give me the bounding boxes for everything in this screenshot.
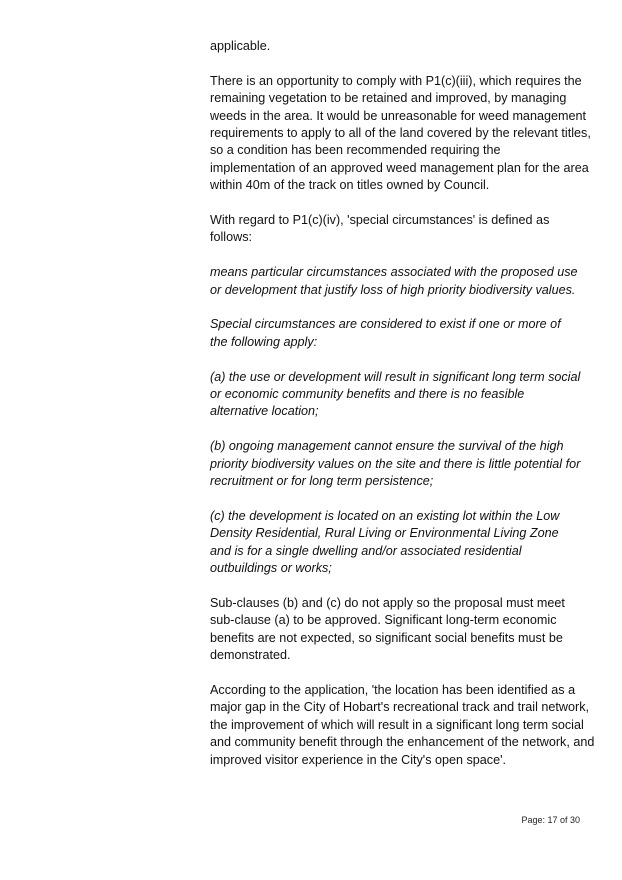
- text-line: implementation of an approved weed management plan for the area: [210, 160, 589, 175]
- body-paragraph: [210, 38, 584, 55]
- text-line: outbuildings or works;: [210, 561, 332, 576]
- text-line: and is for a single dwelling and/or associated residential: [210, 543, 522, 558]
- body-paragraph: [210, 682, 595, 769]
- text-line: Special circumstances are considered to exist if one or more of: [210, 317, 561, 332]
- text-line: or development that justify loss of high priority biodiversity values.: [210, 282, 576, 297]
- document-body: [210, 38, 595, 786]
- text-line: weeds in the area. It would be unreasonable for weed management: [210, 108, 586, 123]
- page-number: Page: 17 of 30: [521, 815, 580, 825]
- text-line: the improvement of which will result in a significant long term social: [210, 717, 584, 732]
- text-line: so a condition has been recommended requiring the: [210, 143, 501, 158]
- text-line: priority biodiversity values on the site and there is little potential for: [210, 456, 581, 471]
- text-line: (b) ongoing management cannot ensure the survival of the high: [210, 439, 564, 454]
- body-paragraph: [210, 73, 591, 195]
- text-line: (a) the use or development will result in significant long term social: [210, 369, 581, 384]
- text-line: sub-clause (a) to be approved. Significant long-term economic: [210, 613, 557, 628]
- quoted-definition-paragraph: [210, 316, 584, 351]
- text-line: within 40m of the track on titles owned by Council.: [210, 178, 490, 193]
- text-line: There is an opportunity to comply with P1(c)(iii), which requires the: [210, 73, 582, 88]
- body-paragraph: [210, 212, 584, 247]
- quoted-definition-paragraph: [210, 438, 584, 490]
- quoted-definition-paragraph: [210, 508, 584, 578]
- text-line: According to the application, 'the location has been identified as a: [210, 682, 576, 697]
- text-line: or economic community benefits and there is no feasible: [210, 387, 525, 402]
- text-line: Sub-clauses (b) and (c) do not apply so the proposal must meet: [210, 595, 565, 610]
- text-line: remaining vegetation to be retained and improved, by managing: [210, 91, 567, 106]
- text-line: demonstrated.: [210, 648, 291, 663]
- text-line: follows:: [210, 230, 252, 245]
- text-line: means particular circumstances associated with the proposed use: [210, 265, 578, 280]
- quoted-definition-paragraph: [210, 264, 584, 299]
- body-paragraph: [210, 595, 584, 665]
- text-line: requirements to apply to all of the land covered by the relevant titles,: [210, 126, 591, 141]
- text-line: recruitment or for long term persistence;: [210, 474, 434, 489]
- text-line: benefits are not expected, so significant social benefits must be: [210, 630, 563, 645]
- text-line: applicable.: [210, 39, 271, 53]
- text-line: alternative location;: [210, 404, 319, 419]
- text-line: and community benefit through the enhancement of the network, and: [210, 735, 595, 750]
- text-line: (c) the development is located on an existing lot within the Low: [210, 508, 560, 523]
- quoted-definition-paragraph: [210, 369, 584, 421]
- text-line: major gap in the City of Hobart's recreational track and trail network,: [210, 700, 589, 715]
- text-line: Density Residential, Rural Living or Environmental Living Zone: [210, 526, 559, 541]
- text-line: With regard to P1(c)(iv), 'special circumstances' is defined as: [210, 213, 550, 228]
- text-line: improved visitor experience in the City's open space'.: [210, 752, 507, 767]
- text-line: the following apply:: [210, 334, 318, 349]
